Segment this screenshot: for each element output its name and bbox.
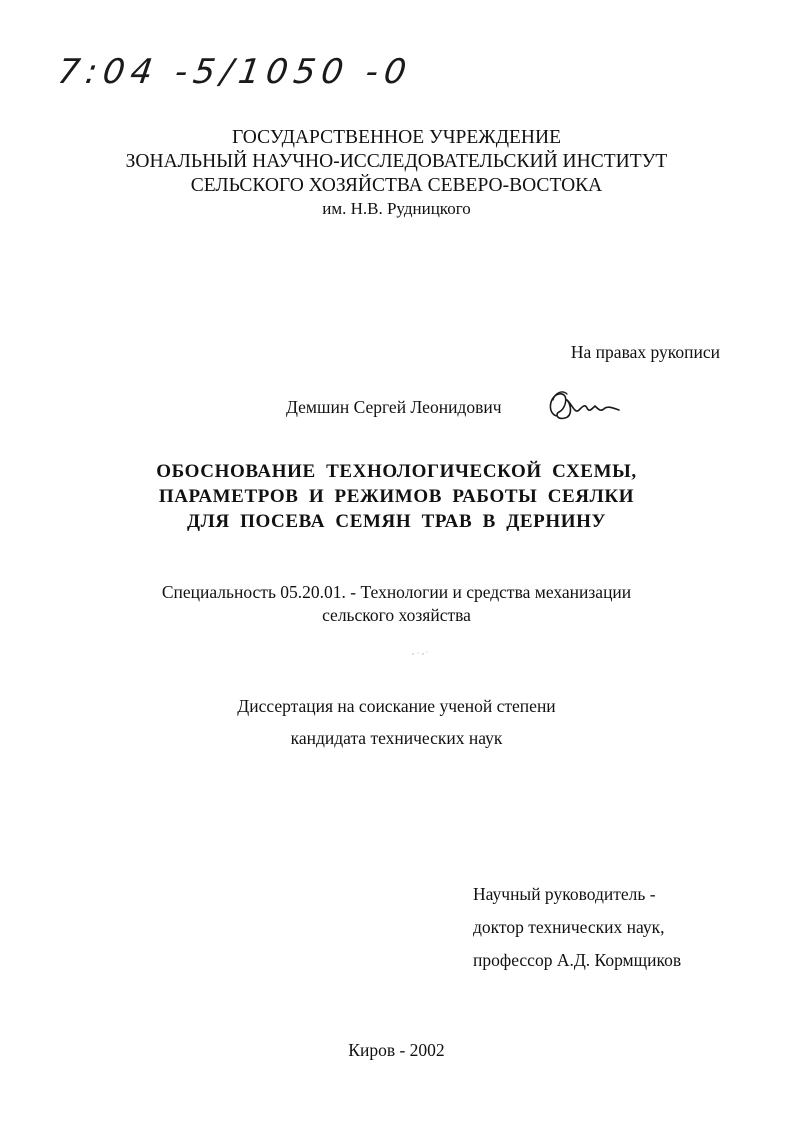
institution-header (0, 126, 793, 220)
supervisor-block (473, 878, 681, 977)
specialty-line-2: сельского хозяйства (322, 605, 471, 625)
supervisor-line-3: профессор А.Д. Кормщиков (473, 950, 682, 970)
supervisor-line-1: Научный руководитель - (473, 884, 656, 904)
author-name: Демшин Сергей Леонидович (286, 397, 502, 417)
degree-line-1: Диссертация на соискание ученой степени (237, 696, 556, 716)
supervisor-line-2: доктор технических наук, (473, 917, 665, 937)
institution-named-after: им. Н.В. Рудницкого (322, 199, 471, 218)
specialty-line-1: Специальность 05.20.01. - Технологии и средства механизации (161, 582, 632, 602)
degree-block (0, 690, 793, 754)
degree-line-2: кандидата технических наук (290, 728, 503, 748)
title-line-3: ДЛЯ ПОСЕВА СЕМЯН ТРАВ В ДЕРНИНУ (186, 511, 607, 532)
manuscript-rights-note: На правах рукописи (570, 342, 720, 362)
institution-line-2: ЗОНАЛЬНЫЙ НАУЧНО-ИССЛЕДОВАТЕЛЬСКИЙ ИНСТИТУТ (125, 151, 668, 172)
scan-speck-mark (410, 650, 430, 656)
dissertation-title (0, 459, 793, 534)
title-line-2: ПАРАМЕТРОВ И РЕЖИМОВ РАБОТЫ СЕЯЛКИ (158, 486, 635, 507)
institution-line-1: ГОСУДАРСТВЕННОЕ УЧРЕЖДЕНИЕ (231, 127, 562, 148)
city-year: Киров - 2002 (348, 1040, 445, 1060)
institution-line-3: СЕЛЬСКОГО ХОЗЯЙСТВА СЕВЕРО-ВОСТОКА (190, 175, 603, 196)
specialty-block (0, 581, 793, 627)
signature-image (543, 386, 623, 428)
handwritten-registry-number: 7:04 -5/1050 -0 (55, 52, 415, 92)
title-line-1: ОБОСНОВАНИЕ ТЕХНОЛОГИЧЕСКОЙ СХЕМЫ, (156, 461, 637, 482)
